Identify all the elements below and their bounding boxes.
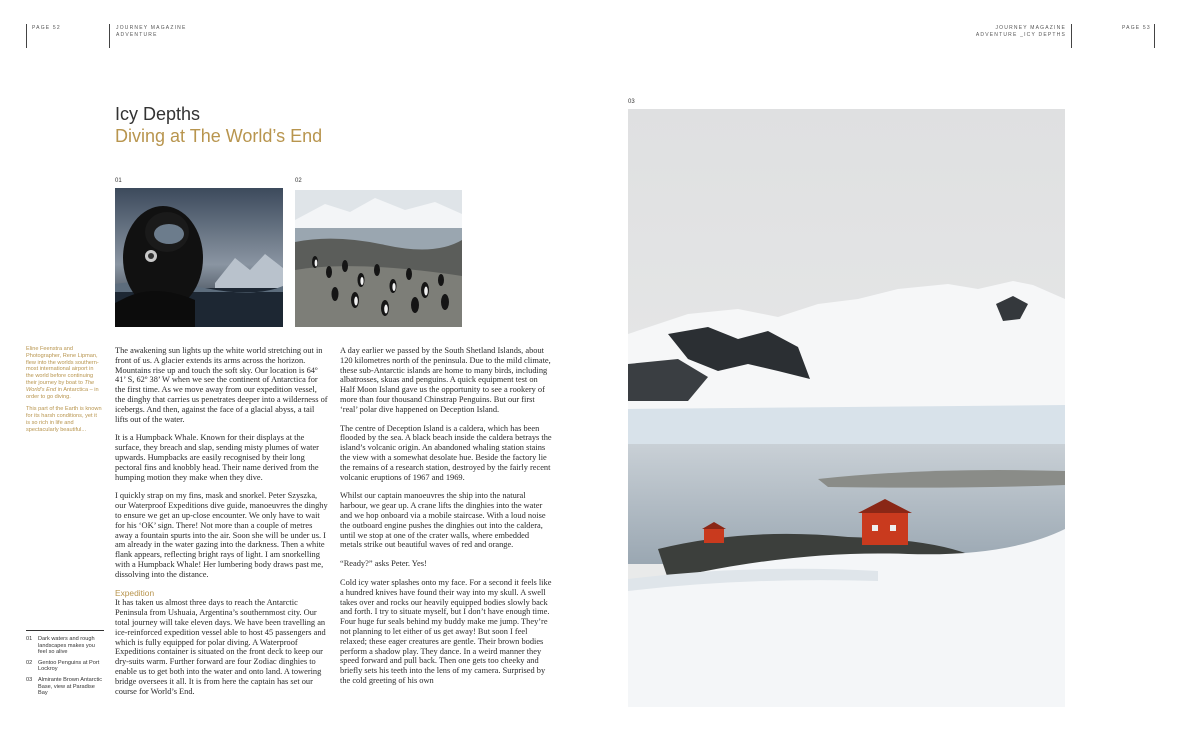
section-heading-expedition: Expedition	[115, 587, 155, 598]
photo-3-number: 03	[628, 99, 635, 105]
body-paragraph: It has taken us almost three days to reach the Antarctic Peninsula from Ushuaia, Argentina’s southernmost city. Our total journey will take eleven days. We have been travelling an ice-reinforced expedition vessel able to host 45 passengers and which is fully equipped for polar diving. A Waterproof Expeditions container is situated on the front deck to keep our dry-suits warm. Further forward are four Zodiac dinghies to enable us to get both into the water and onto land. A towering bridge oversees it all. It is from here the captain has set our course for World’s End.	[115, 598, 326, 696]
section-name-left: ADVENTURE	[116, 32, 158, 38]
page-number-right: PAGE 53	[1122, 25, 1151, 31]
body-paragraph: The centre of Deception Island is a caldera, which has been flooded by the sea. A black beach inside the caldera betrays the island’s volcanic origin. An abandoned whaling station stains the view with a somewhat desolate hue. Beside the factory lie the remains of a research station, destroyed by the fairly recent volcanic eruptions of 1967 and 1969.	[340, 423, 552, 482]
photo-2-number: 02	[295, 178, 302, 184]
sidenote-closing: This part of the Earth is known for its harsh conditions, yet it is so rich in life and spectacularly beautiful...	[26, 406, 102, 433]
header-left-rule-1	[26, 24, 27, 48]
caption-item	[26, 677, 104, 697]
header-right-rule-2	[1154, 24, 1155, 48]
body-paragraph: Cold icy water splashes onto my face. For a second it feels like a hundred knives have found their way into my skull. A swell takes over and rocks our heavily equipped bodies slowly back and forth. I try to situate myself, but I don’t have enough time. Four huge fur seals behind my buddy make me jump. They’re not planning to let either of us get away! But soon I feel relaxed; these eager creatures are gentle. Their brown bodies perform a shadow play. They dance. In a weird manner they speed forward and pull back. Then one gets too cheeky and briefly sets his teeth into the lens of my camera. Surprised by the cold greeting of his own	[340, 577, 552, 685]
page-number-left: PAGE 52	[32, 25, 61, 31]
sidenote-emphasis: The World’s End	[26, 379, 95, 393]
body-paragraph: The awakening sun lights up the white world stretching out in front of us. A glacier extends its arms across the horizon. Mountains rise up and touch the soft sky. Our location is 64º 41’ S, 62º 38’ W when we see the continent of Antarctica for the first time. As we move away from our expedition vessel, the dinghy that carries us penetrates deeper into a wilderness of icebergs. And then, against the face of a glacial abyss, a tail lifts out of the water.	[115, 346, 328, 424]
caption-text: Gentoo Penguins at Port Lockroy	[38, 659, 100, 673]
header-right-rule-1	[1071, 24, 1072, 48]
body-paragraph: I quickly strap on my fins, mask and snorkel. Peter Szyszka, our Waterproof Expeditions dive guide, manoeuvres the dinghy to ensure we get an up-close encounter. We only have to wait for his ‘OK’ sign. There! Not more than a couple of metres away a fountain spurts into the air. Soon she will be under us. I am already in the water gazing into the darkness. Then a white flank appears, reflecting bright rays of light. I am snorkelling with a Humpback Whale! Her lumbering body draws past me, dissolving into the distance.	[115, 491, 328, 579]
photo-1-number: 01	[115, 178, 122, 184]
magazine-name-left: JOURNEY MAGAZINE	[116, 25, 187, 31]
caption-item	[26, 660, 104, 673]
sidenote-text-b: in Antarctica – in order to go diving.	[26, 386, 99, 400]
body-paragraph: A day earlier we passed by the South Shetland Islands, about 120 kilometres north of the peninsula. Due to the mild climate, these sub-Antarctic islands are home to many birds, including albatrosses, skuas and penguins. A quick equipment test on Half Moon Island gave us the opportunity to see a rookery of more than four thousand Chinstrap Penguins. But our first ‘real’ polar dive happened on Deception Island.	[340, 346, 551, 414]
body-paragraph: It is a Humpback Whale. Known for their displays at the surface, they breach and slap, sending misty plumes of water upwards. Humpbacks are easily recognised by their long pectoral fins and knobbly head. Their name derived from the humping motion they make when they dive.	[115, 433, 319, 482]
photo-diver	[115, 188, 283, 327]
body-paragraph: “Ready?” asks Peter. Yes!	[340, 559, 427, 569]
section-name-right: ADVENTURE _ICY DEPTHS	[975, 32, 1066, 38]
caption-text: Dark waters and rough landscapes makes you feel so alive	[38, 636, 95, 656]
sidenote-text-a: Eline Feenstra and Photographer, Rene Lipman, flew into the worlds southern-most international airport in the world before continuing their journey by boat to	[26, 346, 99, 386]
caption-item	[26, 636, 104, 656]
author-sidenote	[26, 346, 102, 440]
caption-number: 02	[26, 659, 33, 666]
magazine-name-right: JOURNEY MAGAZINE	[995, 25, 1066, 31]
article-subtitle: Diving at The World’s End	[115, 126, 323, 146]
photo-captions	[26, 630, 104, 701]
body-column-2	[340, 346, 553, 695]
photo-antarctic-base	[628, 109, 1065, 707]
caption-number: 01	[26, 636, 33, 642]
photo-penguins	[295, 190, 462, 327]
header-left-rule-2	[109, 24, 110, 48]
caption-text: Almirante Brown Antarctic Base, view at Paradise Bay	[38, 676, 103, 697]
sidenote-intro	[26, 346, 102, 400]
body-column-1	[115, 346, 328, 705]
body-paragraph: Whilst our captain manoeuvres the ship into the natural harbour, we gear up. A crane lifts the dinghies into the water and we hop onboard via a mobile staircase. With a loud noise the outboard engine pushes the dinghies out into the caldera, until we stop at one of the crater walls, where embedded metals strike out beautiful waves of red and orange.	[340, 491, 546, 550]
caption-number: 03	[26, 676, 33, 683]
article-title: Icy Depths	[115, 104, 201, 124]
